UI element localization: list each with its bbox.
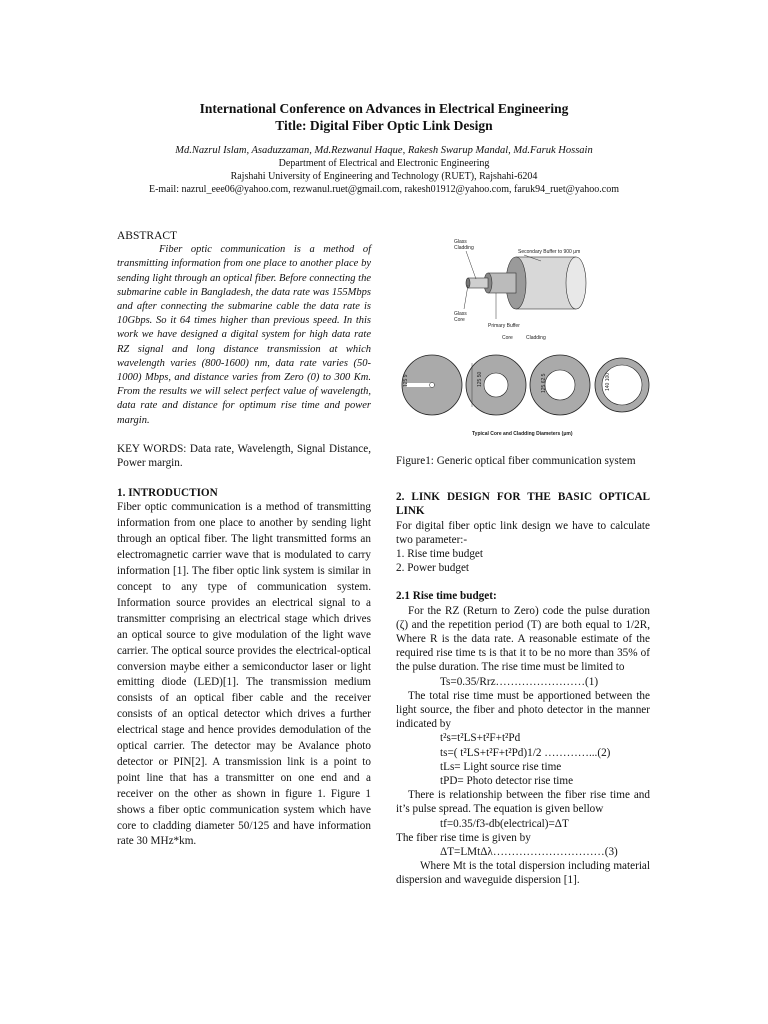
diam-1: 125 9 [403,374,409,387]
section21-p5: Where Mt is the total dispersion including material dispersion and waveguide dispersion [1]. [396,860,650,887]
buffer-end [566,257,586,309]
university: Rajshahi University of Engineering and Technology (RUET), Rajshahi-6204 [230,171,538,182]
label-glass-core: Glass [454,311,467,317]
cross-section-1 [402,355,462,415]
eq-1: Ts=0.35/Rrz……………………(1) [440,675,599,688]
figure-bottom-label: Typical Core and Cladding Diameters (μm) [472,431,573,437]
label-cladding-top: Cladding [454,245,474,251]
paper-header [0,100,768,196]
def-light-source: tLs= Light source rise time [440,760,562,773]
section21-p2: The total rise time must be apportioned between the light source, the fiber and photo detector in the manner indicated by [396,689,650,731]
fiber-diagram [396,235,650,440]
section21-p3: There is relationship between the fiber rise time and it’s pulse spread. The equation is given bellow [396,789,650,816]
section2-item1: 1. Rise time budget [396,548,484,561]
cross-section-3 [530,355,590,415]
eq-4: ΔT=LMtΔλ…………………………(3) [440,846,618,859]
abstract-body: Fiber optic communication is a method of transmitting information from one place to another place by sending light through an optical fiber. Before connecting the submarine cable in Bangladesh, the data rate was 155Mbps and after connecting the submarine cable the data rate is 10Gbps. So it 64 times higher than previous speed. In this work we have designed a digital system for high data rate RZ signal and long distance transmission at which wavelength varies (800-1600) nm, data rate varies (50-1000) Mbps, and distance varies from Zero (0) to 300 Km. From the results we will select perfect value of wavelength, data rate and distance for optimum rise time and power margin. [117,244,371,426]
left-column [117,229,371,850]
label-core-word: Core [454,317,465,323]
label-cladding: Cladding [526,335,546,341]
eq-2b: ts=( t²LS+t²F+t²Pd)1/2 …………...(2) [440,746,611,759]
diam-3: 125 62.5 [541,373,547,393]
label-glass: Glass [454,239,467,245]
paper-title: Title: Digital Fiber Optic Link Design [275,118,493,133]
label-core: Core [502,335,513,341]
diam-4: 140 100 [605,372,611,391]
cross-section-2 [466,355,526,415]
section2-item2: 2. Power budget [396,562,470,575]
abstract-heading: ABSTRACT [117,230,178,242]
cladding-shape [468,278,488,288]
keywords: KEY WORDS: Data rate, Wavelength, Signal Distance, Power margin. [117,442,371,470]
eq-2a: t²s=t²LS+t²F+t²Pd [440,732,521,745]
section2-intro: For digital fiber optic link design we have to calculate two parameter:- [396,519,650,546]
fiber-figure [396,235,650,440]
label-primary-buffer: Primary Buffer [488,323,520,329]
section21-p4: The fiber rise time is given by [396,831,531,844]
label-secondary-buffer: Secondary Buffer to 900 μm [518,249,581,255]
eq-3: tf=0.35/f3-db(electrical)=ΔT [440,817,569,830]
intro-heading: 1. INTRODUCTION [117,487,218,500]
right-column [396,235,650,888]
intro-body: Fiber optic communication is a method of transmitting information from one place to another by sending light through an optical fiber. The light transmitted forms an electromagnetic carrier wave that is modulated to carry information [1]. The fiber optic link system is similar in concept to any type of communication system. Information source provides an electrical signal to a transmitter comprising an electrical stage which drives an optical source to give modulation of the light wave carrier. The optical source provides the electrical-optical conversion maybe either a semiconductor laser or light emitting diode (LED)[1]. The transmission medium consists of an optical fiber cable and the receiver consists of an optical detector which drives a further electrical stage and hence provides demodulation of the optical carrier. The detector may be Avalance photo detector or PIN[2]. A transmission link is a point to point line that has a transmitter on one end and a receiver on the other as shown in figure 1. Figure 1 shows a fiber optic communication system which have core to cladding diameter 50/125 and have information rate 30 MHz*km. [117,501,371,848]
cross-section-4 [595,358,649,412]
section21-p1: For the RZ (Return to Zero) code the pulse duration (ζ) and the repetition period (T) are both equal to 1/2R, Where R is the data rate. A reasonable estimate of the required rise time ts is that it to be no more than 35% of the pulse duration. The rise time must be limited to [396,604,650,674]
department: Department of Electrical and Electronic Engineering [278,158,490,169]
section2-heading: 2. LINK DESIGN FOR THE BASIC OPTICAL LINK [396,491,650,518]
author-list: Md.Nazrul Islam, Asaduzzaman, Md.Rezwanul Haque, Rakesh Swarup Mandal, Md.Faruk Hossain [175,145,593,156]
section21-heading: 2.1 Rise time budget: [396,590,497,603]
conference-title: International Conference on Advances in Electrical Engineering [199,101,569,116]
diam-2: 125 50 [477,371,483,387]
email-line: E-mail: nazrul_eee06@yahoo.com, rezwanul.ruet@gmail.com, rakesh01912@yahoo.com, faruk94_ruet@yahoo.com [148,184,620,195]
def-photo-detector: tPD= Photo detector rise time [440,775,574,788]
figure-caption: Figure1: Generic optical fiber communication system [396,455,636,467]
